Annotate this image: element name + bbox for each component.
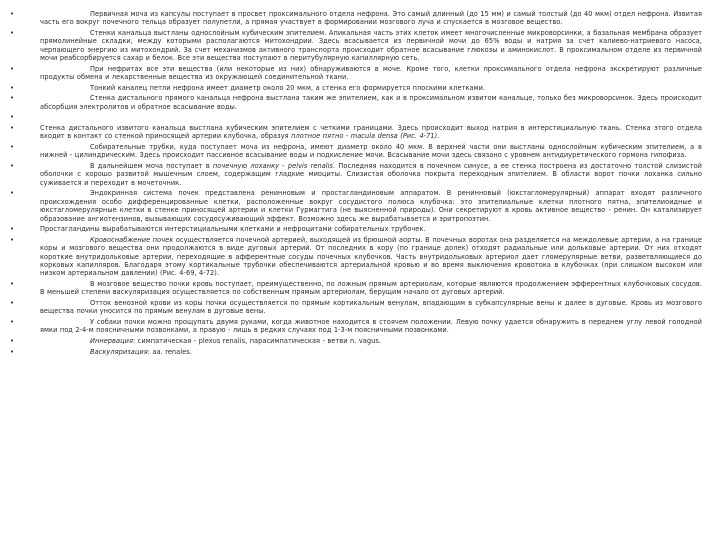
paragraph — [10, 161, 702, 187]
paragraph — [10, 83, 702, 92]
italic-term: плотное пятно - macula densa (Рис. 4-71) — [291, 132, 438, 141]
paragraph — [10, 280, 702, 297]
paragraph — [10, 29, 702, 63]
paragraph-text: : симпатическая - plexus renalis, парасимпатическая - ветви n. vagus. — [132, 337, 381, 346]
paragraph — [10, 235, 702, 278]
paragraph — [10, 318, 702, 335]
paragraph — [10, 10, 702, 27]
paragraph-text: Эндокринная система почек представлена ренинновым и простагландиновым аппаратом. В ренинновый (юкстагломерулярный) аппарат входят различного происхождения особо дифференцированные клетки, расположенные вокруг сосудистого полюса клубочка: это эпителиальные клетки плотного пятна, эпителиоидные и юкстагломерулярные клетки в стенке приносящей артерии и клетки Гурмагтига (не выясненной природы). Они секретируют в кровь активное вещество - ренин. Он катализирует образование ангиотензинов, вызывающих сосудосуживающий эффект. Возможно здесь же вырабатывается и эритропоэтин. — [40, 189, 702, 223]
bullet-marker: • — [10, 10, 15, 18]
paragraph — [10, 64, 702, 82]
paragraph-text: Первичная моча из капсулы поступает в просвет проксимального отдела нефрона. Это самый длинный (до 15 мм) и самый толстый (до 40 мкм) отдел нефрона. Извитая часть его вокруг почечного тельца образует полупетли, а прямая участвует в формировании мозгового луча и спускается в мозговое вещество. — [40, 10, 702, 27]
bullet-marker: • — [10, 29, 15, 37]
paragraph-list — [10, 10, 702, 356]
paragraph-text: Простагландины вырабатываются интерстициальными клетками и нефроцитами собирательных трубочек. — [40, 225, 426, 234]
bullet-marker: • — [10, 318, 15, 327]
bullet-marker: • — [10, 189, 15, 198]
paragraph-text: осуществляется почечной артерией, выходящей из брюшной аорты. В почечных воротах она разделяется на междолевые артерии, а на границе коры и мозгового вещества они продолжаются в виде дуговых артерий. От последних в кору (по границе долек) отходят радиальные или дольковые артерии. От них отходят короткие внутридольковые артерии, переходящие в афферентные сосуды почечных клубочков. Часть внутридольковых артериол дает гломерулярные ветви, разветвляющиеся до корковых капилляров. Благодаря этому кортикальные трубочки обеспечиваются артериальной кровью и во время выключения кровотока в клубочках (при слишком высоком или низком артериальном давлении) (Рис. 4-69, 4-72). — [40, 235, 702, 278]
paragraph-text: В дальнейшем моча поступает в — [90, 161, 213, 170]
bullet-marker: • — [10, 280, 15, 289]
italic-term: почечную лоханку - pelvis renalis — [212, 161, 334, 170]
bullet-marker: • — [10, 142, 15, 151]
bullet-marker: • — [10, 337, 15, 346]
paragraph-text: Стенка дистального извитого канальца выстлана кубическим эпителием с четкими границами. Здесь происходит выход натрия в интерстициальную ткань. Стенка этого отдела входит в контакт со стенкой приносящей артерии клубочка, образуя — [40, 123, 702, 141]
italic-term: Иннервация — [90, 337, 133, 346]
paragraph — [10, 347, 702, 356]
paragraph — [10, 299, 702, 316]
bullet-marker: • — [10, 299, 15, 308]
paragraph-text: : aa. renales. — [147, 347, 192, 356]
paragraph-text: Собирательные трубки, куда поступает моча из нефрона, имеют диаметр около 40 мкм. В верхней части они выстланы однослойным кубическим эпителием, а в нижней - цилиндрическим. Здесь происходит пассивное всасывание воды и подкисление мочи. Всасывание мочи здесь связано с уровнем антидиуретического гормона гипофиза. — [40, 142, 702, 160]
bullet-marker: • — [10, 113, 15, 122]
paragraph-text: Отток венозной крови из коры почки осуществляется по прямым кортикальным венулам, впадающим в субкапсулярные вены и далее в дуговые. Кровь из мозгового вещества почки уносится по прямым венулам в дуговые вены. — [40, 299, 702, 316]
paragraph-text: Стенка дистального прямого канальца нефрона выстлана таким же эпителием, как и в проксимальном извитом канальце, только без микроворсинок. Здесь происходит абсорбция электролитов и обратное всасывание воды. — [40, 94, 702, 111]
paragraph-text: . Последняя находится в почечном синусе, а ее стенка построена из достаточно толстой слизистой оболочки с хорошо развитой мышечным слоем, содержащим гладкие миоциты. Слизистая оболочка покрыта переходным эпителием. В области ворот почки лоханка сильно суживается и переходит в мочеточник. — [40, 161, 702, 187]
paragraph — [10, 225, 702, 234]
paragraph — [10, 337, 702, 346]
paragraph-text: . — [437, 132, 440, 141]
bullet-marker: • — [10, 225, 15, 234]
italic-term: Кровоснабжение почек — [90, 235, 174, 244]
paragraph — [10, 142, 702, 160]
bullet-marker: • — [10, 94, 15, 103]
paragraph-text: У собаки почки можно прощупать двумя руками, когда животное находится в стоячем положении. Левую почку удается обнаружить в переднем углу левой голодной ямки под 2-4-м поясничными позвонками, а правую - лишь в редких случаях под 1-3-м поясничными позвонками. — [40, 318, 702, 335]
bullet-marker: • — [10, 123, 15, 132]
bullet-marker: • — [10, 347, 15, 356]
paragraph-text: При нефритах все эти вещества (или некоторые из них) обнаруживаются в моче. Кроме того, клетки проксимального отдела нефрона экскретируют различные продукты обмена и лекарственные вещества из окружающей соединительной ткани. — [40, 64, 702, 82]
bullet-marker: • — [10, 235, 15, 244]
italic-term: Васкуляризация — [90, 347, 148, 356]
paragraph — [10, 113, 702, 122]
paragraph-text: Тонкий каналец петли нефрона имеет диаметр около 20 мкм, а стенка его формируется плоскими клетками. — [90, 83, 486, 92]
bullet-marker: • — [10, 83, 15, 92]
paragraph-text: В мозговое вещество почки кровь поступает, преимущественно, по ложным прямым артериолам, которые являются продолжением эфферентных клубочковых сосудов. В меньшей степени васкуляризация осуществляется по собственным прямым артериолам, берущим начало от дуговых артерий. — [40, 280, 702, 297]
bullet-marker: • — [10, 64, 15, 73]
paragraph — [10, 94, 702, 111]
bullet-marker: • — [10, 161, 15, 170]
paragraph-text: Стенки канальца выстланы однослойным кубическим эпителием. Апикальная часть этих клеток имеет многочисленные микроворсинки, а базальная мембрана образует прямолинейные складки, между которыми располагаются митохондрии. Здесь всасывается из первичной мочи до 65% воды и натрия за счет калиево-натриевого насоса, черпающего энергию из митохондрий. За счет механизмов активного транспорта происходит обратное всасывание глюкозы и аминокислот. В проксимальном отделе из первичной мочи реабсорбируется сахар и белок. Все эти вещества поступают в перитубулярную капиллярную сеть. — [40, 29, 702, 63]
paragraph — [10, 123, 702, 141]
paragraph — [10, 189, 702, 223]
